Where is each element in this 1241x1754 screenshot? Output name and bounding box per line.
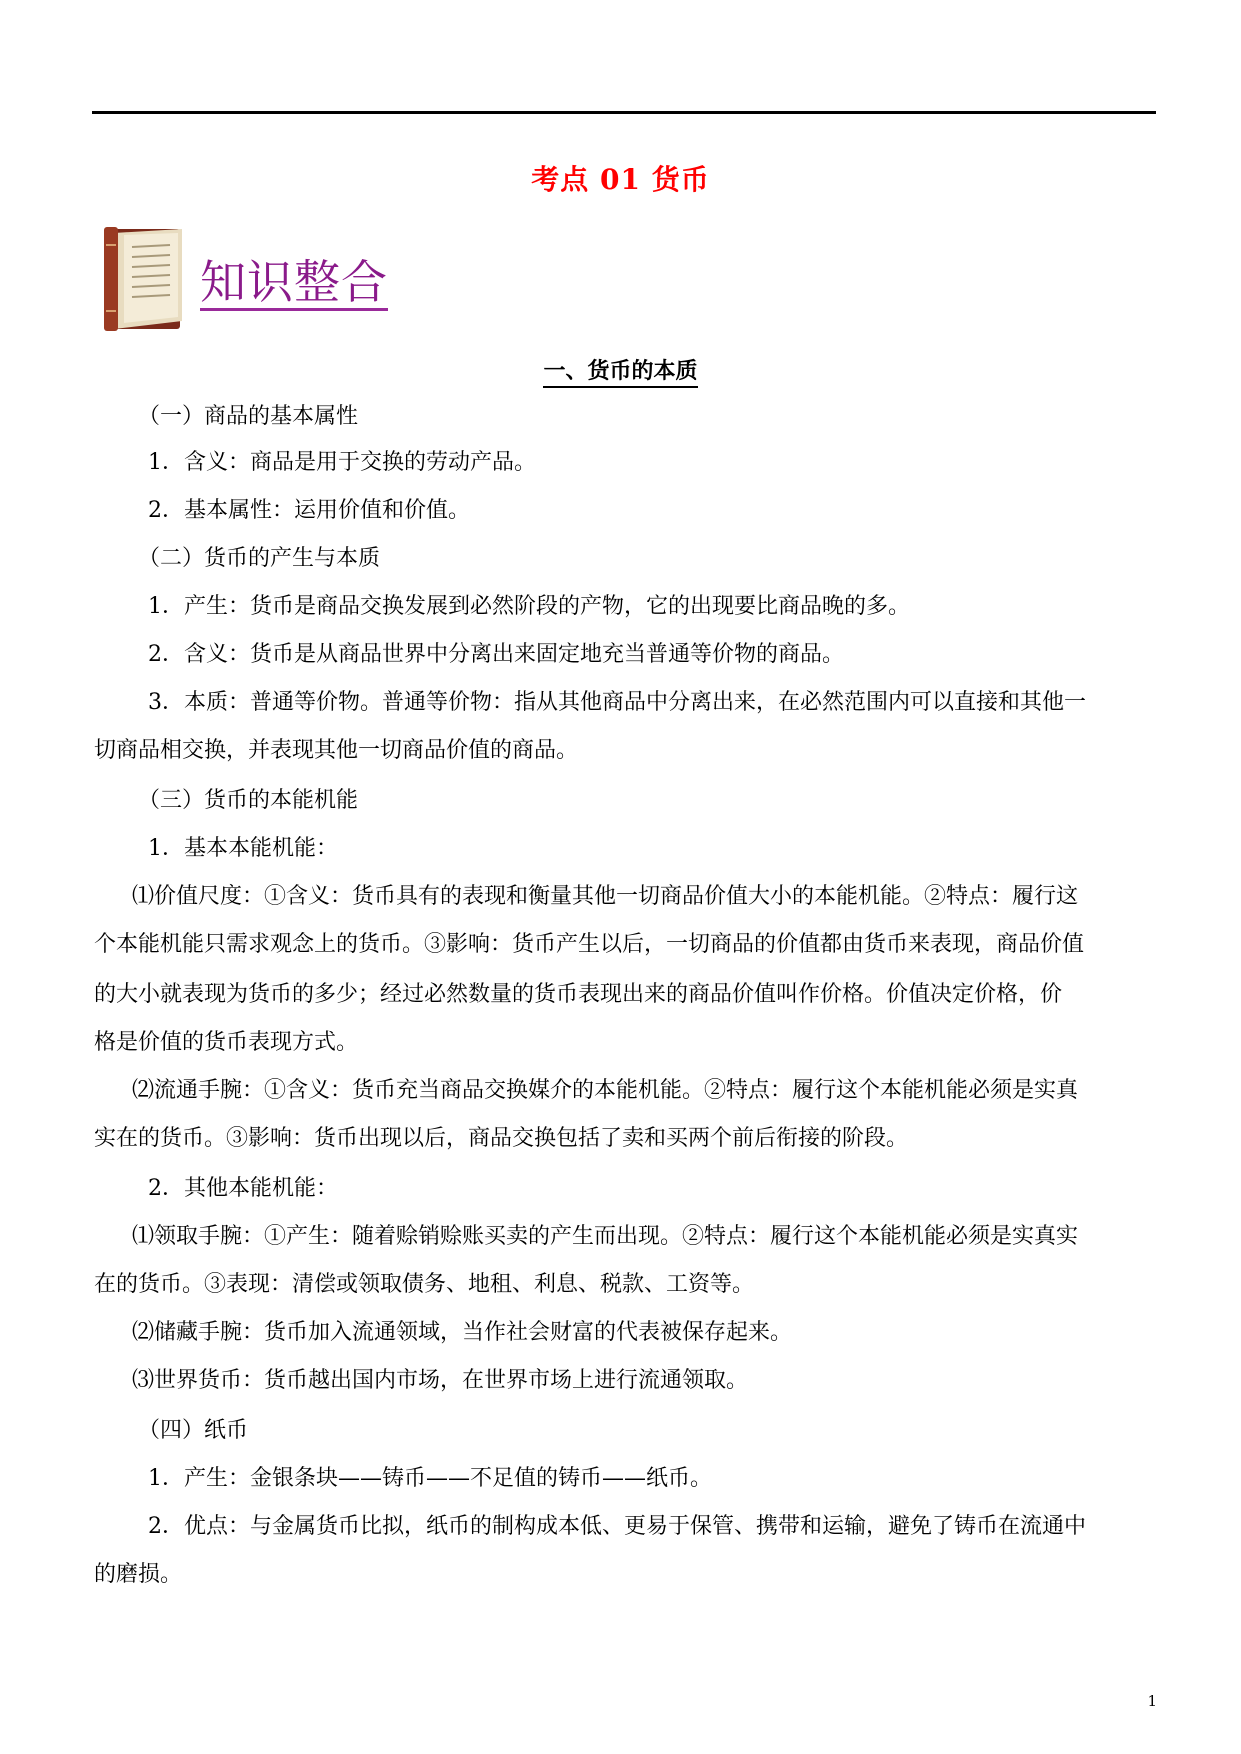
paragraph-line: 的磨损。 (94, 1562, 183, 1587)
paragraph-line: ⑶世界货币：货币越出国内市场，在世界市场上进行流通领取。 (132, 1368, 749, 1393)
subheading: （二）货币的产生与本质 (138, 546, 381, 571)
section-title-text: 一、货币的本质 (543, 358, 697, 388)
paragraph-line: 1．产生：金银条块——铸币——不足值的铸币——纸币。 (148, 1466, 712, 1491)
paragraph-line: 1．基本本能机能： (148, 836, 338, 861)
paragraph-line: 2．含义：货币是从商品世界中分离出来固定地充当普通等价物的商品。 (148, 642, 844, 667)
paragraph-line: 的大小就表现为货币的多少；经过必然数量的货币表现出来的商品价值叫作价格。价值决定价格，价 (94, 982, 1063, 1007)
paragraph-line: ⑴领取手腕：①产生：随着赊销赊账买卖的产生而出现。②特点：履行这个本能机能必须是实真实 (132, 1224, 1079, 1249)
paragraph-line: 2．基本属性：运用价值和价值。 (148, 498, 470, 523)
paragraph-line: 3．本质：普通等价物。普通等价物：指从其他商品中分离出来，在必然范围内可以直接和其他一 (148, 690, 1087, 715)
subheading: （三）货币的本能机能 (138, 788, 359, 813)
paragraph-line: ⑵储藏手腕：货币加入流通领域，当作社会财富的代表被保存起来。 (132, 1320, 793, 1345)
banner-heading: 知识整合 (200, 258, 388, 311)
paragraph-line: 实在的货币。③影响：货币出现以后，商品交换包括了卖和买两个前后衔接的阶段。 (94, 1126, 909, 1151)
paragraph-line: 2．其他本能机能： (148, 1176, 338, 1201)
paragraph-line: 1．含义：商品是用于交换的劳动产品。 (148, 450, 536, 475)
paragraph-line: 切商品相交换，并表现其他一切商品价值的商品。 (94, 738, 579, 763)
header-rule (92, 111, 1156, 114)
paragraph-line: 个本能机能只需求观念上的货币。③影响：货币产生以后，一切商品的价值都由货币来表现，商品价值 (94, 932, 1085, 957)
subheading: （四）纸币 (138, 1418, 249, 1443)
paragraph-line: 1．产生：货币是商品交换发展到必然阶段的产物，它的出现要比商品晚的多。 (148, 594, 910, 619)
paragraph-line: 2．优点：与金属货币比拟，纸币的制构成本低、更易于保管、携带和运输，避免了铸币在流通中 (148, 1514, 1087, 1539)
page-title: 考点 01 货币 (531, 163, 710, 196)
section-title (0, 354, 1241, 385)
paragraph-line: 在的货币。③表现：清偿或领取债务、地租、利息、税款、工资等。 (94, 1272, 755, 1297)
subheading: （一）商品的基本属性 (138, 404, 359, 429)
paragraph-line: ⑵流通手腕：①含义：货币充当商品交换媒介的本能机能。②特点：履行这个本能机能必须是实真 (132, 1078, 1079, 1103)
paragraph-line: ⑴价值尺度：①含义：货币具有的表现和衡量其他一切商品价值大小的本能机能。②特点：履行这 (132, 884, 1079, 909)
paragraph-line: 格是价值的货币表现方式。 (94, 1030, 359, 1055)
page-number: 1 (1147, 1692, 1157, 1710)
